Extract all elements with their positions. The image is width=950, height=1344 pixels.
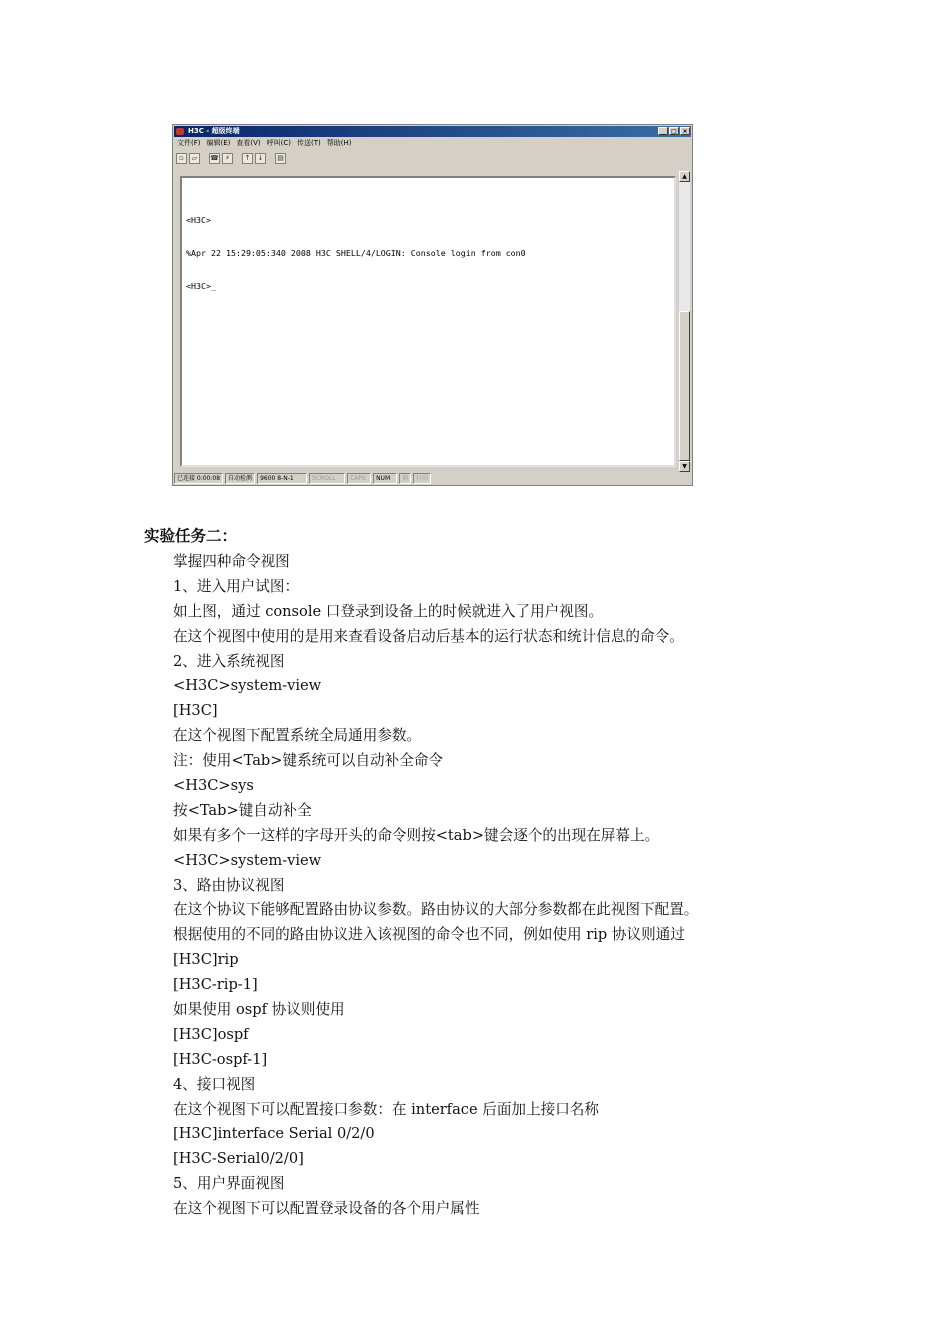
menu-help: 帮助(H) <box>326 139 352 147</box>
text-line: 如果有多个一这样的字母开头的命令则按<tab>键会逐个的出现在屏幕上。 <box>173 826 660 844</box>
text-line: 掌握四种命令视图 <box>173 553 290 570</box>
connect-icon: ☎ <box>210 153 219 162</box>
text-line: 在这个视图中使用的是用来查看设备启动后基本的运行状态和统计信息的命令。 <box>173 627 684 645</box>
status-num: NUM <box>373 473 397 484</box>
status-bar <box>174 473 691 484</box>
menu-view: 查看(V) <box>236 139 261 147</box>
menu-edit: 编辑(E) <box>206 139 231 147</box>
minimize-icon: _ <box>658 127 668 135</box>
menu-file: 文件(F) <box>177 139 201 147</box>
section-heading: 实验任务二： <box>144 527 238 545</box>
status-connected: 已连接 0:00:08 <box>174 473 223 484</box>
status-baud: 9600 8-N-1 <box>257 473 307 484</box>
menu-call: 呼叫(C) <box>266 139 292 147</box>
disconnect-icon: ⚡ <box>222 153 233 164</box>
text-line: <H3C>sys <box>173 777 254 795</box>
text-line: <H3C>system-view <box>173 677 322 695</box>
open-icon: ▱ <box>189 153 200 164</box>
text-line: [H3C-ospf-1] <box>173 1050 268 1068</box>
text-line: 在这个视图下可以配置接口参数：在 interface 后面加上接口名称 <box>173 1100 599 1118</box>
menu-bar <box>177 138 352 149</box>
status-caps: CAPS <box>347 473 371 484</box>
text-line: <H3C>system-view <box>173 851 322 869</box>
text-line: 4、接口视图 <box>173 1075 256 1093</box>
window-titlebar <box>174 126 691 137</box>
text-line: [H3C]rip <box>173 951 239 969</box>
status-print: 打印 <box>413 473 431 484</box>
maximize-icon: □ <box>669 127 679 135</box>
text-line: [H3C]ospf <box>173 1025 249 1043</box>
terminal-line: %Apr 22 15:29:05:340 2008 H3C SHELL/4/LOGIN: Console login from con0 <box>186 248 526 258</box>
text-line: 如上图，通过 console 口登录到设备上的时候就进入了用户视图。 <box>173 602 604 620</box>
close-icon: × <box>680 127 690 135</box>
scroll-down-icon: ▼ <box>679 461 690 472</box>
receive-icon: ↓ <box>255 153 266 164</box>
text-line: 在这个视图下可以配置登录设备的各个用户属性 <box>173 1200 480 1218</box>
text-line: 注：使用<Tab>键系统可以自动补全命令 <box>173 752 444 770</box>
text-line: 在这个协议下能够配置路由协议参数。路由协议的大部分参数都在此视图下配置。 <box>173 901 699 919</box>
terminal-line: <H3C>_ <box>186 281 216 291</box>
toolbar <box>176 151 286 165</box>
terminal-window-screenshot <box>172 124 693 486</box>
text-line: 如果使用 ospf 协议则使用 <box>173 1001 345 1019</box>
text-line: 根据使用的不同的路由协议进入该视图的命令也不同，例如使用 rip 协议则通过 <box>173 926 685 944</box>
text-line: [H3C]interface Serial 0/2/0 <box>173 1125 375 1143</box>
text-line: 3、路由协议视图 <box>173 876 285 894</box>
text-line: 在这个视图下配置系统全局通用参数。 <box>173 727 422 745</box>
send-icon: ↑ <box>242 153 253 164</box>
status-detect: 自动检测 <box>225 473 255 484</box>
properties-icon: ▤ <box>275 153 286 164</box>
window-title: H3C - 超级终端 <box>188 127 240 135</box>
text-line: 5、用户界面视图 <box>173 1175 285 1193</box>
scroll-thumb <box>679 311 690 461</box>
text-line: 1、进入用户试图： <box>173 577 300 595</box>
text-line: [H3C-Serial0/2/0] <box>173 1150 304 1168</box>
app-icon <box>176 128 184 135</box>
text-line: [H3C] <box>173 702 218 720</box>
vertical-scrollbar <box>679 171 690 472</box>
menu-transfer: 传送(T) <box>297 139 321 147</box>
document-body <box>173 550 873 1222</box>
terminal-area <box>180 176 676 467</box>
status-scroll: SCROLL <box>309 473 345 484</box>
scroll-up-icon: ▲ <box>679 171 690 182</box>
text-line: [H3C-rip-1] <box>173 976 258 994</box>
status-capture: 捕 <box>399 473 411 484</box>
text-line: 2、进入系统视图 <box>173 652 285 670</box>
text-line: 按<Tab>键自动补全 <box>173 801 312 819</box>
terminal-line: <H3C> <box>186 215 211 225</box>
new-icon: ▫ <box>176 153 187 164</box>
